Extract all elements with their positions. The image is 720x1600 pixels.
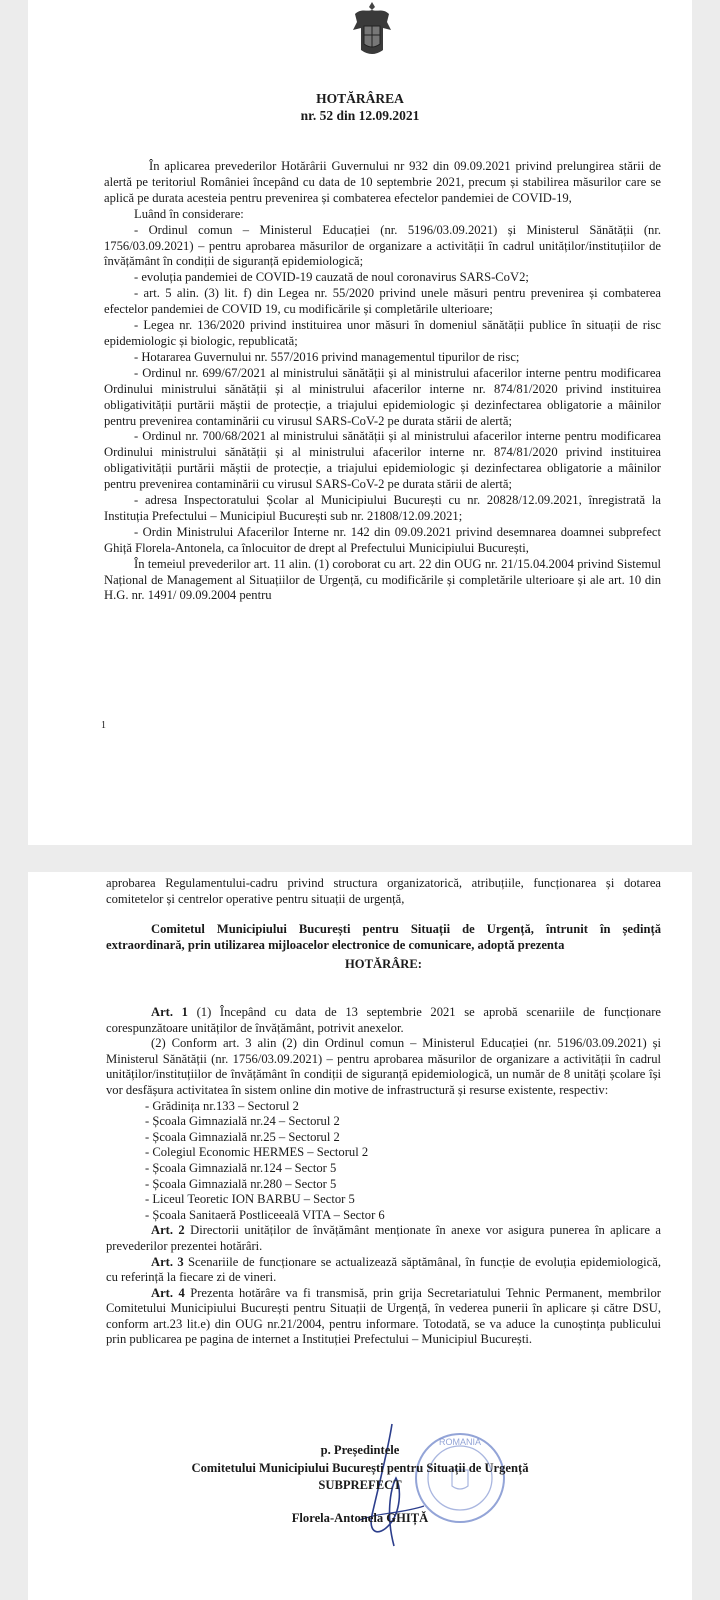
signature-title: p. Președintele bbox=[320, 1443, 400, 1457]
article-text: Directorii unităților de învățământ menționate în anexe vor asigura punerea în aplicare a prevederilor prezentei hotărâri. bbox=[106, 1223, 661, 1253]
paragraph: - Hotararea Guvernului nr. 557/2016 privind managementul tipurilor de risc; bbox=[134, 349, 520, 364]
article-1-paragraph-2: (2) Conform art. 3 alin (2) din Ordinul comun – Ministerul Educației (nr. 5196/03.09.2021) și Ministerul Sănătății (nr. 1756/03.09.2021) – pentru aprobarea măsurilor de organizare a activității în cadrul unităților/instituțiilor de învățământ în condiții de siguranță epidemiologică, un număr de 8 unități școlare își vor desfășura activitatea în sistem online din motive de infrastructură și resurse existente, respectiv: bbox=[106, 1036, 661, 1097]
article-3 bbox=[106, 1255, 661, 1286]
list-item: - Grădinița nr.133 – Sectorul 2 bbox=[145, 1098, 299, 1113]
paragraph: Comitetul Municipiului București pentru Situații de Urgență, întrunit în ședință extraordinară, prin utilizarea mijloacelor electronice de comunicare, adoptă prezenta bbox=[106, 922, 661, 952]
continuation-text bbox=[106, 876, 661, 907]
paragraph: - adresa Inspectoratului Școlar al Municipiului București cu nr. 20828/12.09.2021, înregistrată la Instituția Prefectului – Municipiul București sub nr. 21808/12.09.2021; bbox=[104, 493, 661, 523]
document-page-1 bbox=[28, 0, 692, 845]
article-label: Art. 4 bbox=[151, 1285, 185, 1300]
paragraph: - Ordinul nr. 699/67/2021 al ministrului sănătății și al ministrului afacerilor interne pentru modificarea Ordinului ministrului sănătății și al ministrului afacerilor interne nr. 874/81/2020 privind instituirea obligativității purtării măștii de protecție, a triajului epidemiologic și dezinfectarea obligatorie a mâinilor pentru prevenirea contaminării cu virusul SARS-CoV-2 pe durata stării de alertă; bbox=[104, 365, 661, 428]
article-label: Art. 2 bbox=[151, 1223, 185, 1238]
signatory-name: Florela-Antonela GHIȚĂ bbox=[291, 1511, 429, 1525]
article-text: Scenariile de funcționare se actualizează săptămânal, în funcție de evoluția epidemiologică, cu referință la fiecare zi de vineri. bbox=[106, 1254, 661, 1285]
decision-title: HOTĂRÂRE: bbox=[345, 957, 422, 972]
paragraph: - evoluția pandemiei de COVID-19 cauzată de noul coronavirus SARS-CoV2; bbox=[134, 270, 529, 285]
article-4 bbox=[106, 1286, 661, 1348]
list-item: - Școala Gimnazială nr.280 – Sector 5 bbox=[145, 1176, 337, 1191]
paragraph: În temeiul prevederilor art. 11 alin. (1) coroborat cu art. 22 din OUG nr. 21/15.04.2004 privind Sistemul Național de Management al Situațiilor de Urgență, cu modificările și completările ulterioare și ale art. 10 din H.G. nr. 1491/ 09.09.2004 pentru bbox=[104, 556, 661, 603]
committee-statement bbox=[106, 922, 661, 973]
paragraph: - Ordin Ministrului Afacerilor Interne nr. 142 din 09.09.2021 privind desemnarea doamnei subprefect Ghiță Florela-Antonela, ca înlocuitor de drept al Prefectului Municipiului București, bbox=[104, 524, 661, 555]
preamble-text bbox=[104, 159, 661, 604]
list-item: - Școala Gimnazială nr.24 – Sectorul 2 bbox=[145, 1114, 340, 1129]
paragraph: - art. 5 alin. (3) lit. f) din Legea nr. 55/2020 privind unele măsuri pentru prevenirea și combaterea efectelor pandemiei de COVID 19, cu modificările și completările ulterioare; bbox=[104, 286, 661, 317]
document-page-2 bbox=[28, 872, 692, 1600]
document-number: nr. 52 din 12.09.2021 bbox=[300, 108, 420, 123]
paragraph: Luând în considerare: bbox=[134, 206, 244, 221]
paragraph: - Ordinul nr. 700/68/2021 al ministrului sănătății și al ministrului afacerilor interne pentru modificarea Ordinului ministrului sănătății și al ministrului afacerilor interne nr. 874/81/2020 privind instituirea obligativității purtării măștii de protecție, a triajului epidemiologic și dezinfectarea obligatorie a mâinilor pentru prevenirea contaminării cu virusul SARS-CoV-2 pe durata stării de alertă; bbox=[104, 429, 661, 492]
paragraph: aprobarea Regulamentului-cadru privind structura organizatorică, atribuțiile, funcționarea și dotarea comitetelor și centrelor operative pentru situații de urgență, bbox=[106, 876, 661, 906]
paragraph: În aplicarea prevederilor Hotărârii Guvernului nr 932 din 09.09.2021 privind prelungirea stării de alertă pe teritoriul României începând cu data de 10 septembrie 2021, precum și stabilirea măsurilor care se aplică pe durata acesteia pentru prevenirea și combaterea efectelor pandemiei de COVID-19, bbox=[104, 159, 661, 205]
paragraph: - Ordinul comun – Ministerul Educației (nr. 5196/03.09.2021) și Ministerul Sănătății (nr. 1756/03.09.2021) – pentru aprobarea măsurilor de organizare a activității în cadrul unităților/instituțiilor de învățământ în condiții de siguranță epidemiologică; bbox=[104, 222, 661, 269]
signature-role: SUBPREFECT bbox=[318, 1478, 402, 1492]
list-item: - Școala Gimnazială nr.25 – Sectorul 2 bbox=[145, 1129, 340, 1144]
article-text: (1) Începând cu data de 13 septembrie 2021 se aprobă scenariile de funcționare corespunzătoare unităților de învățământ, potrivit anexelor. bbox=[106, 1005, 661, 1035]
document-title: HOTĂRÂREA bbox=[316, 91, 404, 106]
page-number: 1 bbox=[101, 720, 106, 731]
signature-committee: Comitetului Municipiului București pentru Situații de Urgență bbox=[191, 1461, 529, 1475]
article-2 bbox=[106, 1223, 661, 1254]
list-item: - Școala Gimnazială nr.124 – Sector 5 bbox=[145, 1160, 337, 1175]
article-label: Art. 3 bbox=[151, 1254, 184, 1269]
article-label: Art. 1 bbox=[151, 1005, 188, 1019]
article-1 bbox=[106, 1005, 661, 1036]
romanian-coat-of-arms-icon bbox=[347, 0, 397, 60]
stamp-text: ROMANIA bbox=[438, 1437, 482, 1447]
paragraph: - Legea nr. 136/2020 privind instituirea unor măsuri în domeniul sănătății publice în situații de risc epidemiologic și biologic, republicată; bbox=[104, 318, 661, 348]
article-text: Prezenta hotărâre va fi transmisă, prin grija Secretariatului Tehnic Permanent, membrilor Comitetului Municipiului București pentru Situații de Urgență, în vederea punerii în aplicare și către DSU, conform art.23 lit.e) din OUG nr.21/2004, pentru informare. Totodată, se va aduce la cunoștința publicului prin publicarea pe pagina de internet a Instituției Prefectului – Municipiul București. bbox=[106, 1285, 661, 1347]
list-item: - Colegiul Economic HERMES – Sectorul 2 bbox=[145, 1145, 369, 1160]
list-item: - Liceul Teoretic ION BARBU – Sector 5 bbox=[145, 1192, 355, 1207]
articles bbox=[106, 1005, 661, 1348]
list-item: - Școala Sanitaeră Postliceeală VITA – Sector 6 bbox=[145, 1207, 385, 1222]
